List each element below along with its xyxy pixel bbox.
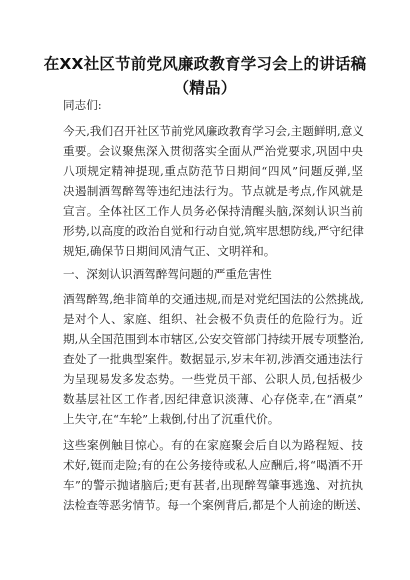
paragraph-line: 酒驾醉驾,绝非简单的交通违规,而是对党纪国法的公然挑战, [63,292,364,306]
paragraph-line: 数基层社区工作者,因纪律意识淡薄、心存侥幸,在“酒桌” [63,392,363,406]
paragraph-line: 车”的警示抛诸脑后;更有甚者,出现醉驾肇事逃逸、对抗执 [63,478,363,492]
section-heading: 一、深刻认识酒驾醉驾问题的严重危害性 [63,267,272,281]
paragraph-line: 形势,以高度的政治自觉和行动自觉,筑牢思想防线,严守纪律 [63,224,364,238]
paragraph-line: 重要。会议聚焦深入贯彻落实全面从严治党要求,巩固中央 [63,144,363,158]
paragraph-line: 术好,铤而走险;有的在公务接待或私人应酬后,将“喝酒不开 [63,458,363,472]
paragraph-line: 这些案例触目惊心。有的在家庭聚会后自以为路程短、技 [63,438,363,452]
paragraph-line: 为呈现易发多发态势。一些党员干部、公职人员,包括极少 [63,372,363,386]
paragraph-line: 期,从全国范围到本市辖区,公安交管部门持续开展专项整治, [63,332,364,346]
paragraph-line: 八项规定精神提现,重点防范节日期间“四风”问题反弹,坚 [63,164,363,178]
paragraph-line: 规矩,确保节日期间风清气正、文明祥和。 [63,244,276,258]
document-title-suffix: （精品） [173,79,237,97]
paragraph-line: 决遏制酒驾醉驾等违纪违法行为。节点就是考点,作风就是 [63,184,363,198]
paragraph-line: 法检查等恶劣情节。每一个案例背后,都是个人前途的断送、 [63,498,369,512]
paragraph-line: 宣言。全体社区工作人员务必保持清醒头脑,深刻认识当前 [63,204,363,218]
document-title: 在XX社区节前党风廉政教育学习会上的讲话稿 [43,55,367,73]
paragraph-line: 查处了一批典型案件。数据显示,岁末年初,涉酒交通违法行 [63,352,363,366]
paragraph-line: 是对个人、家庭、组织、社会极不负责任的危险行为。近 [63,312,363,326]
paragraph-line: 上失守,在“车轮”上栽倒,付出了沉重代价。 [63,412,280,426]
paragraph-line: 今天,我们召开社区节前党风廉政教育学习会,主题鲜明,意义 [63,124,364,138]
salutation: 同志们: [63,98,102,112]
